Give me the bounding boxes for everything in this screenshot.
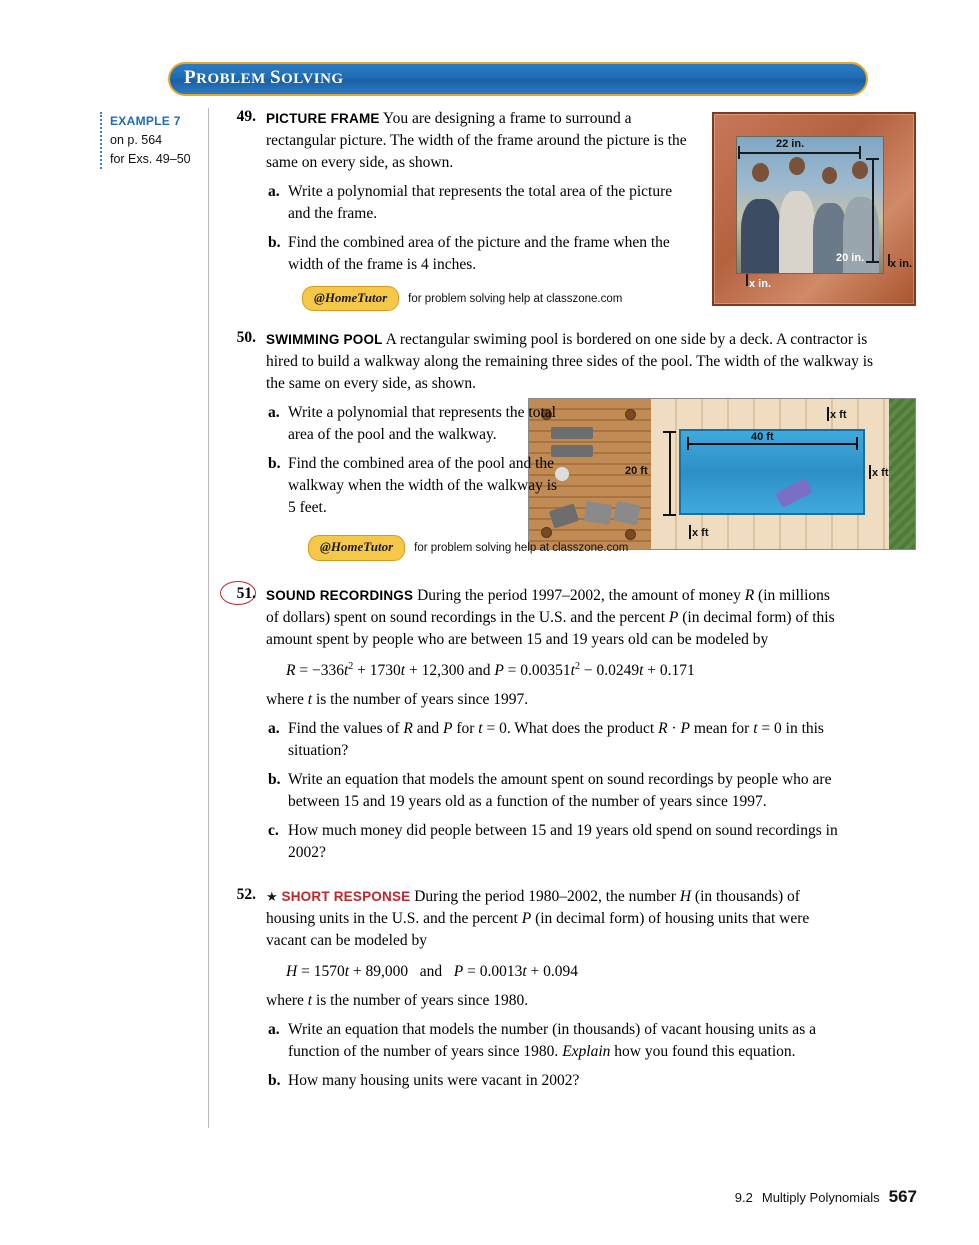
exercise-49-hometutor[interactable] xyxy=(302,286,692,311)
frame-width-label: 22 in. xyxy=(776,138,805,150)
exercise-52-part-a-marker: a. xyxy=(268,1021,280,1039)
banner-title xyxy=(184,67,344,89)
exercise-51-part-b-text: Write an equation that models the amount spent on sound recordings by people who are between 15 and 19 years old as a function of the number of years since 1997. xyxy=(288,771,832,811)
exercise-50-body xyxy=(266,329,874,560)
exercise-50-part-b-text: Find the combined area of the pool and the walkway when the width of the walkway is 5 feet. xyxy=(288,455,558,517)
exercise-49-body xyxy=(266,108,692,311)
column-divider xyxy=(208,108,209,1128)
exercise-50-part-b xyxy=(266,453,558,519)
pool-length-label: 40 ft xyxy=(751,431,774,443)
exercise-50-part-a-marker: a. xyxy=(268,404,280,422)
exercise-49-part-a xyxy=(266,181,692,225)
banner-title-s: S xyxy=(270,67,282,88)
example-note-title: EXAMPLE 7 xyxy=(110,114,181,128)
frame-height-label: 20 in. xyxy=(836,252,865,264)
hometutor-help-text: for problem solving help at classzone.com xyxy=(414,542,629,555)
exercise-52-where: where t is the number of years since 1980. xyxy=(266,992,529,1010)
exercise-50-number: 50. xyxy=(236,329,256,347)
exercise-51-where: where t is the number of years since 1997. xyxy=(266,691,529,709)
pool-x-bottom-label: x ft xyxy=(692,527,709,539)
exercise-51-part-c-text: How much money did people between 15 and 19 years old spend on sound recordings in 2002? xyxy=(288,822,838,862)
frame-x-bottom-label: x in. xyxy=(749,278,772,290)
exercise-51-part-a xyxy=(266,718,846,762)
exercise-49-part-b xyxy=(266,232,692,276)
hometutor-badge[interactable]: @HomeTutor xyxy=(308,535,405,560)
exercise-49-intro: You are designing a frame to surround a rectangular picture. The width of the frame around the picture is the same on every side, as shown. xyxy=(266,110,687,171)
exercise-49 xyxy=(222,108,692,311)
exercise-52-intro: During the period 1980–2002, the number H (in thousands) of housing units in the U.S. and the percent P (in decimal form) of housing units that were vacant can be modeled by xyxy=(266,888,810,950)
exercise-52 xyxy=(222,886,912,1092)
exercise-50-label: SWIMMING POOL xyxy=(266,332,383,348)
exercise-50 xyxy=(222,329,912,560)
exercise-51-equation: $R = -336t^2 + 1730t + 12,300$ and $P = 0.00351t^2 - 0.0249t + 0.171$ xyxy=(286,660,695,680)
exercise-52-equation: H = 1570t + 89,000 and P = 0.0013t + 0.094 xyxy=(286,963,579,981)
exercise-51-part-c-marker: c. xyxy=(268,822,279,840)
banner-title-p: P xyxy=(184,67,197,88)
exercise-51 xyxy=(222,585,912,864)
exercise-51-body: SOUND RECORDINGS During the period 1997–2002, the amount of money R (in millions of dollars) spent on sound recordings in the U.S. and the percent P (in decimal form) of this amount spent by people who are between 15 and 19 years old can be modeled by $R = -336t^2 + 1730t + 12,300$ and $P = 0.00351t^2 - 0.0249t + 0.171$ where t is the number of years since 1997. a. Find the values of R and P for t = 0. What does the product R · P mean for t = 0 in this situation? b. Write an equation that models the amount spent on sound recordings by people who are between 15 and 19 years old as a function of the number of years since 1997. c. How much money did people between 15 and 19 years old spend on sound recordings in 2002? xyxy=(266,585,846,864)
hometutor-help-text: for problem solving help at classzone.com xyxy=(408,292,623,305)
exercise-51-intro-post: (in decimal form) of this amount spent by people who are between 15 and 19 years old can be modeled by xyxy=(266,608,835,648)
exercise-50-part-a xyxy=(266,402,558,446)
exercise-51-part-b-marker: b. xyxy=(268,771,281,789)
star-icon: ★ xyxy=(266,889,278,905)
footer-title: Multiply Polynomials xyxy=(761,1190,880,1205)
exercise-51-var-r: R xyxy=(744,586,755,604)
exercise-51-part-a-marker: a. xyxy=(268,720,280,738)
example-note-exercises: for Exs. 49–50 xyxy=(110,151,191,166)
exercise-50-part-b-marker: b. xyxy=(268,455,281,473)
page-number: 567 xyxy=(888,1187,917,1206)
page-footer xyxy=(735,1187,917,1207)
exercise-51-number: 51. xyxy=(236,584,256,602)
banner-title-olving: OLVING xyxy=(281,71,344,87)
pool-x-top-label: x ft xyxy=(830,409,847,421)
exercise-49-part-a-text: Write a polynomial that represents the total area of the picture and the frame. xyxy=(288,183,673,222)
exercise-51-part-c xyxy=(266,820,846,864)
problem-solving-banner xyxy=(168,62,868,96)
frame-x-right-label: x in. xyxy=(890,258,913,270)
exercise-51-part-a-text: Find the values of R and P for t = 0. What does the product R · P mean for t = 0 in this situation? xyxy=(288,720,824,760)
exercise-52-label: SHORT RESPONSE xyxy=(281,889,411,905)
exercise-52-part-a-text: Write an equation that models the number (in thousands) of vacant housing units as a function of the number of years since 1980. Explain how you found this equation. xyxy=(288,1021,816,1061)
exercise-51-intro-pre: During the period 1997–2002, the amount of money xyxy=(417,586,745,604)
exercise-52-part-a xyxy=(266,1019,846,1063)
exercise-50-intro: A rectangular swiming pool is bordered on one side by a deck. A contractor is hired to build a walkway along the remaining three sides of the pool. The width of the walkway is the same on every side, as shown. xyxy=(266,331,874,393)
hometutor-badge[interactable]: @HomeTutor xyxy=(302,286,399,311)
exercise-52-part-b-marker: b. xyxy=(268,1072,281,1090)
exercise-49-part-a-marker: a. xyxy=(268,183,280,200)
exercise-49-part-b-text: Find the combined area of the picture and the frame when the width of the frame is 4 inches. xyxy=(288,234,670,273)
exercise-51-label: SOUND RECORDINGS xyxy=(266,587,414,603)
exercise-52-number: 52. xyxy=(236,886,256,904)
exercise-52-body xyxy=(266,886,846,1092)
example-note-page: on p. 564 xyxy=(110,132,163,147)
banner-title-roblem: ROBLEM xyxy=(196,71,271,87)
exercise-list xyxy=(222,108,912,1106)
exercise-51-var-p: P xyxy=(668,608,679,626)
exercise-50-hometutor[interactable] xyxy=(308,535,874,560)
pool-width-label: 20 ft xyxy=(625,465,648,477)
exercise-51-part-b xyxy=(266,769,846,813)
example-reference-note xyxy=(100,112,210,169)
exercise-49-number: 49. xyxy=(236,108,256,125)
footer-section: 9.2 xyxy=(734,1190,753,1205)
exercise-49-label: PICTURE FRAME xyxy=(266,111,380,126)
exercise-49-part-b-marker: b. xyxy=(268,234,281,251)
exercise-52-part-b-text: How many housing units were vacant in 2002? xyxy=(288,1072,580,1090)
pool-x-right-label: x ft xyxy=(872,467,889,479)
exercise-52-part-b xyxy=(266,1070,846,1092)
exercise-50-part-a-text: Write a polynomial that represents the total area of the pool and the walkway. xyxy=(288,404,556,444)
